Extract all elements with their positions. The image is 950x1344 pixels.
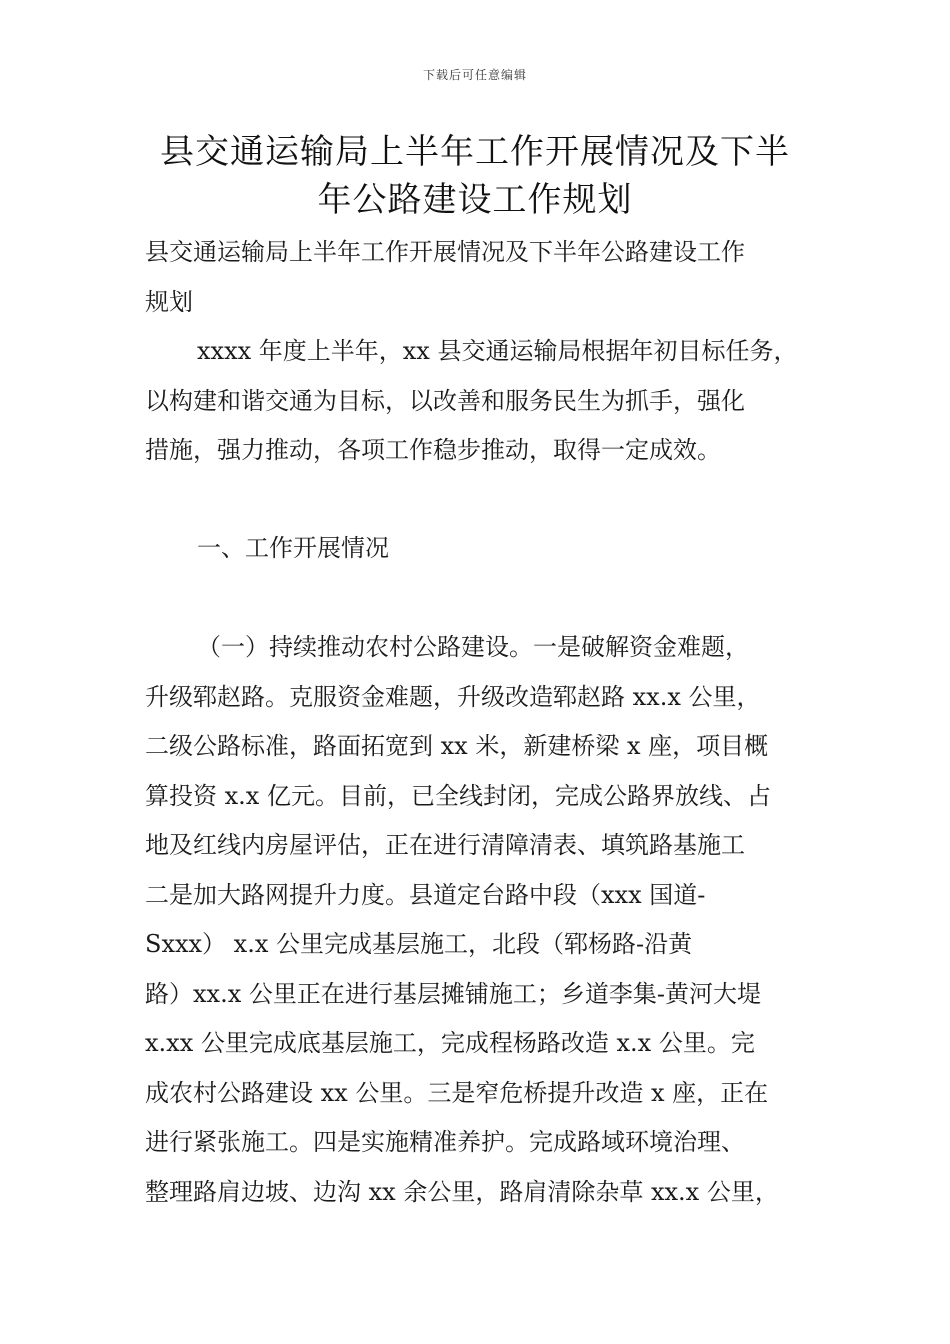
paragraph-line: 算投资 x.x 亿元。目前，已全线封闭，完成公路界放线、占 xyxy=(145,781,771,810)
paragraph-line: 二级公路标准，路面拓宽到 xx 米，新建桥梁 x 座，项目概 xyxy=(145,732,769,760)
section1-paragraph xyxy=(145,623,810,1217)
paragraph-line: 二是加大路网提升力度。县道定台路中段（xxx 国道- xyxy=(145,880,706,909)
paragraph-line: 地及红线内房屋评估，正在进行清障清表、填筑路基施工 xyxy=(145,831,745,859)
paragraph-line: xxxx 年度上半年，xx 县交通运输局根据年初目标任务， xyxy=(197,337,798,365)
document-subtitle xyxy=(145,228,810,327)
intro-paragraph xyxy=(145,327,810,476)
section-heading: 一、工作开展情况 xyxy=(197,534,389,562)
paragraph-line: （一）持续推动农村公路建设。一是破解资金难题， xyxy=(197,633,749,661)
paragraph-line: Sxxx） x.x 公里完成基层施工，北段（郓杨路-沿黄 xyxy=(145,930,693,958)
paragraph-line: 升级郓赵路。克服资金难题，升级改造郓赵路 xx.x 公里， xyxy=(145,682,761,711)
subtitle-line: 县交通运输局上半年工作开展情况及下半年公路建设工作 xyxy=(145,238,745,266)
paragraph-line: 路）xx.x 公里正在进行基层摊铺施工；乡道李集-黄河大堤 xyxy=(145,979,761,1008)
header-note: 下载后可任意编辑 xyxy=(422,68,527,82)
title-line: 县交通运输局上半年工作开展情况及下半 xyxy=(160,132,790,172)
paragraph-line: 整理路肩边坡、边沟 xx 余公里，路肩清除杂草 xx.x 公里， xyxy=(145,1177,779,1206)
document-title xyxy=(130,128,820,224)
paragraph-line: 进行紧张施工。四是实施精准养护。完成路域环境治理、 xyxy=(145,1128,745,1156)
title-line: 年公路建设工作规划 xyxy=(317,180,633,220)
paragraph-line: x.xx 公里完成底基层施工，完成程杨路改造 x.x 公里。完 xyxy=(145,1029,755,1057)
paragraph-line: 成农村公路建设 xx 公里。三是窄危桥提升改造 x 座，正在 xyxy=(145,1078,769,1107)
subtitle-line: 规划 xyxy=(145,287,193,316)
paragraph-line: 措施，强力推动，各项工作稳步推动，取得一定成效。 xyxy=(145,436,721,464)
paragraph-line: 以构建和谐交通为目标，以改善和服务民生为抓手，强化 xyxy=(145,386,745,415)
